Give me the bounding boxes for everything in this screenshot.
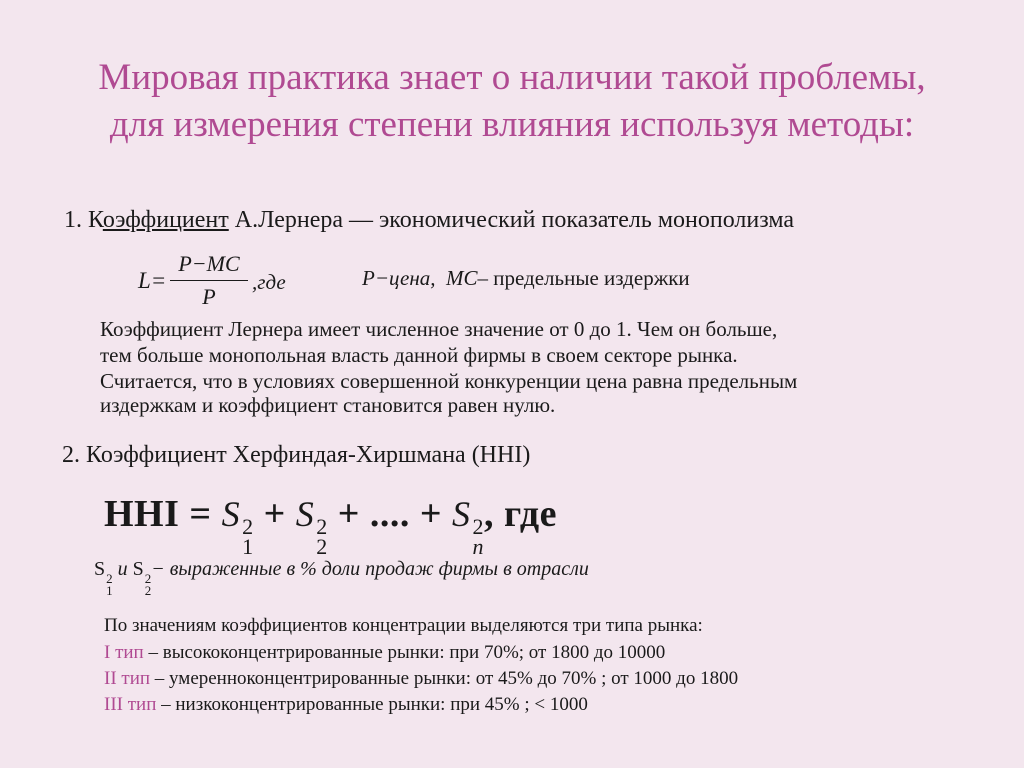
section-2-heading: 2. Коэффициент Херфиндая-Хиршмана (HHI) bbox=[62, 442, 531, 468]
market-types-intro: По значениям коэффициентов концентрации выделяются три типа рынка: bbox=[104, 615, 703, 636]
share-s1-sub: 1 bbox=[106, 583, 113, 598]
share-s1: S bbox=[94, 558, 106, 580]
hhi-s2-sup: 2 bbox=[316, 514, 328, 539]
slide-title-line-2: для измерения степени влияния используя методы: bbox=[109, 104, 915, 145]
market-type-2-label: II тип bbox=[104, 668, 151, 689]
hhi-plus: + bbox=[253, 493, 296, 535]
hhi-dots: + .... + bbox=[327, 493, 453, 535]
section-1-heading bbox=[64, 207, 794, 234]
market-type-3-text: – низкоконцентрированные рынки: при 45% ; < 1000 bbox=[156, 694, 588, 715]
market-type-2 bbox=[104, 666, 738, 692]
lerner-denominator: P bbox=[202, 284, 216, 309]
section-1-number: 1. К bbox=[64, 207, 103, 233]
hhi-sn-sub: n bbox=[472, 534, 485, 559]
shares-note bbox=[94, 558, 589, 597]
legend-p-text: −цена, bbox=[374, 266, 436, 290]
hhi-s2-sub: 2 bbox=[316, 534, 328, 559]
lerner-fraction bbox=[170, 250, 248, 311]
market-type-2-text: – умеренноконцентрированные рынки: от 45% до 70% ; от 1000 до 1800 bbox=[150, 668, 739, 689]
lerner-formula-lhs: L= bbox=[138, 268, 167, 293]
legend-mc-symbol: MC bbox=[446, 266, 478, 290]
share-s1-sup: 2 bbox=[106, 571, 113, 586]
lerner-text-line-2: тем больше монопольная власть данной фирмы в своем секторе рынка. bbox=[100, 343, 738, 367]
market-type-3 bbox=[104, 692, 588, 718]
section-1-rest: А.Лернера — экономический показатель монополизма bbox=[228, 207, 795, 233]
share-s2-sup: 2 bbox=[144, 571, 152, 586]
section-1-underlined-word: оэффициент bbox=[102, 207, 229, 233]
market-type-1-label: I тип bbox=[104, 642, 144, 663]
hhi-sn-sup: 2 bbox=[472, 514, 485, 539]
fraction-bar bbox=[170, 280, 248, 281]
market-type-1 bbox=[104, 640, 665, 666]
legend-mc-text: – предельные издержки bbox=[477, 266, 690, 290]
hhi-tail: , где bbox=[484, 493, 557, 535]
slide-title-line-1: Мировая практика знает о наличии такой проблемы, bbox=[98, 57, 926, 98]
hhi-s1-sup: 2 bbox=[242, 514, 254, 539]
share-and: и bbox=[112, 558, 133, 580]
hhi-formula bbox=[104, 492, 557, 557]
legend-p-symbol: P bbox=[362, 266, 375, 290]
lerner-text-line-1: Коэффициент Лернера имеет численное значение от 0 до 1. Чем он больше, bbox=[100, 317, 778, 341]
lerner-numerator: P−MC bbox=[178, 251, 240, 276]
market-type-3-label: III тип bbox=[104, 694, 157, 715]
lerner-formula-suffix: ,где bbox=[252, 270, 286, 294]
lerner-text-line-3: Считается, что в условиях совершенной конкуренции цена равна предельным bbox=[100, 369, 798, 393]
hhi-s1: S bbox=[221, 494, 241, 534]
hhi-s1-sub: 1 bbox=[242, 534, 254, 559]
lerner-legend bbox=[362, 266, 690, 291]
lerner-text-line-4: издержкам и коэффициент становится равен нулю. bbox=[100, 393, 556, 417]
share-s2-sub: 2 bbox=[144, 583, 152, 598]
market-type-1-text: – высококонцентрированные рынки: при 70%; от 1800 до 10000 bbox=[143, 642, 666, 663]
share-description: − выраженные в % доли продаж фирмы в отрасли bbox=[151, 558, 589, 580]
hhi-s2: S bbox=[295, 494, 315, 534]
hhi-sn: S bbox=[452, 494, 471, 534]
hhi-lhs: HHI = bbox=[104, 493, 222, 535]
share-s2: S bbox=[132, 558, 144, 580]
